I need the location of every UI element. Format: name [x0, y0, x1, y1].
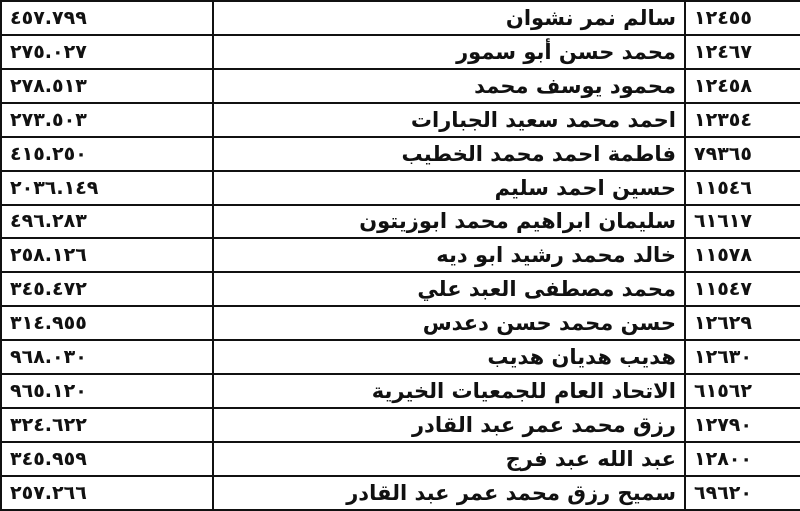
name-cell: حسن محمد حسن دعدس: [213, 306, 685, 340]
amount-cell: ٩٦٨.٠٣٠: [1, 340, 213, 374]
amount-cell: ٣٢٤.٦٢٢: [1, 408, 213, 442]
amount-cell: ٤٥٧.٧٩٩: [1, 1, 213, 35]
table-row: [1, 306, 800, 340]
amount-cell: ٣٤٥.٤٧٢: [1, 272, 213, 306]
table-row: [1, 103, 800, 137]
amount-cell: ٢٧٨.٥١٣: [1, 69, 213, 103]
table-row: [1, 374, 800, 408]
table-row: [1, 69, 800, 103]
name-cell: خالد محمد رشيد ابو ديه: [213, 238, 685, 272]
amount-cell: ٢٧٥.٠٢٧: [1, 35, 213, 69]
name-cell: هديب هديان هديب: [213, 340, 685, 374]
name-cell: فاطمة احمد محمد الخطيب: [213, 137, 685, 171]
table-row: [1, 238, 800, 272]
number-cell: ٧٩٣٦٥: [685, 137, 800, 171]
number-cell: ١٢٨٠٠: [685, 442, 800, 476]
table-row: [1, 476, 800, 510]
amount-cell: ٢٥٧.٢٦٦: [1, 476, 213, 510]
name-cell: عبد الله عبد فرج: [213, 442, 685, 476]
amount-cell: ٣١٤.٩٥٥: [1, 306, 213, 340]
number-cell: ١٢٤٥٨: [685, 69, 800, 103]
table-row: [1, 171, 800, 205]
amount-cell: ٢٥٨.١٢٦: [1, 238, 213, 272]
table-row: [1, 340, 800, 374]
number-cell: ١١٥٤٦: [685, 171, 800, 205]
table-row: [1, 1, 800, 35]
number-cell: ١٢٦٢٩: [685, 306, 800, 340]
table-row: [1, 205, 800, 239]
name-cell: محمد مصطفى العبد علي: [213, 272, 685, 306]
amount-cell: ٢٠٣٦.١٤٩: [1, 171, 213, 205]
table-body: [1, 1, 800, 510]
name-cell: حسين احمد سليم: [213, 171, 685, 205]
name-cell: سليمان ابراهيم محمد ابوزيتون: [213, 205, 685, 239]
table-row: [1, 442, 800, 476]
amount-cell: ٢٧٣.٥٠٣: [1, 103, 213, 137]
number-cell: ٦١٥٦٢: [685, 374, 800, 408]
number-cell: ٦٩٦٢٠: [685, 476, 800, 510]
amount-cell: ٩٦٥.١٢٠: [1, 374, 213, 408]
table-row: [1, 137, 800, 171]
table-row: [1, 408, 800, 442]
number-cell: ١٢٦٣٠: [685, 340, 800, 374]
name-cell: سميح رزق محمد عمر عبد القادر: [213, 476, 685, 510]
name-cell: رزق محمد عمر عبد القادر: [213, 408, 685, 442]
number-cell: ١٢٤٦٧: [685, 35, 800, 69]
number-cell: ١٢٧٩٠: [685, 408, 800, 442]
table-row: [1, 35, 800, 69]
amount-cell: ٤١٥.٢٥٠: [1, 137, 213, 171]
number-cell: ١١٥٧٨: [685, 238, 800, 272]
name-cell: احمد محمد سعيد الجبارات: [213, 103, 685, 137]
number-cell: ١٢٤٥٥: [685, 1, 800, 35]
number-cell: ١١٥٤٧: [685, 272, 800, 306]
number-cell: ١٢٣٥٤: [685, 103, 800, 137]
name-cell: محمد حسن أبو سمور: [213, 35, 685, 69]
table-row: [1, 272, 800, 306]
amount-cell: ٤٩٦.٢٨٣: [1, 205, 213, 239]
amount-cell: ٣٤٥.٩٥٩: [1, 442, 213, 476]
number-cell: ٦١٦١٧: [685, 205, 800, 239]
name-cell: الاتحاد العام للجمعيات الخيرية: [213, 374, 685, 408]
name-cell: سالم نمر نشوان: [213, 1, 685, 35]
name-cell: محمود يوسف محمد: [213, 69, 685, 103]
